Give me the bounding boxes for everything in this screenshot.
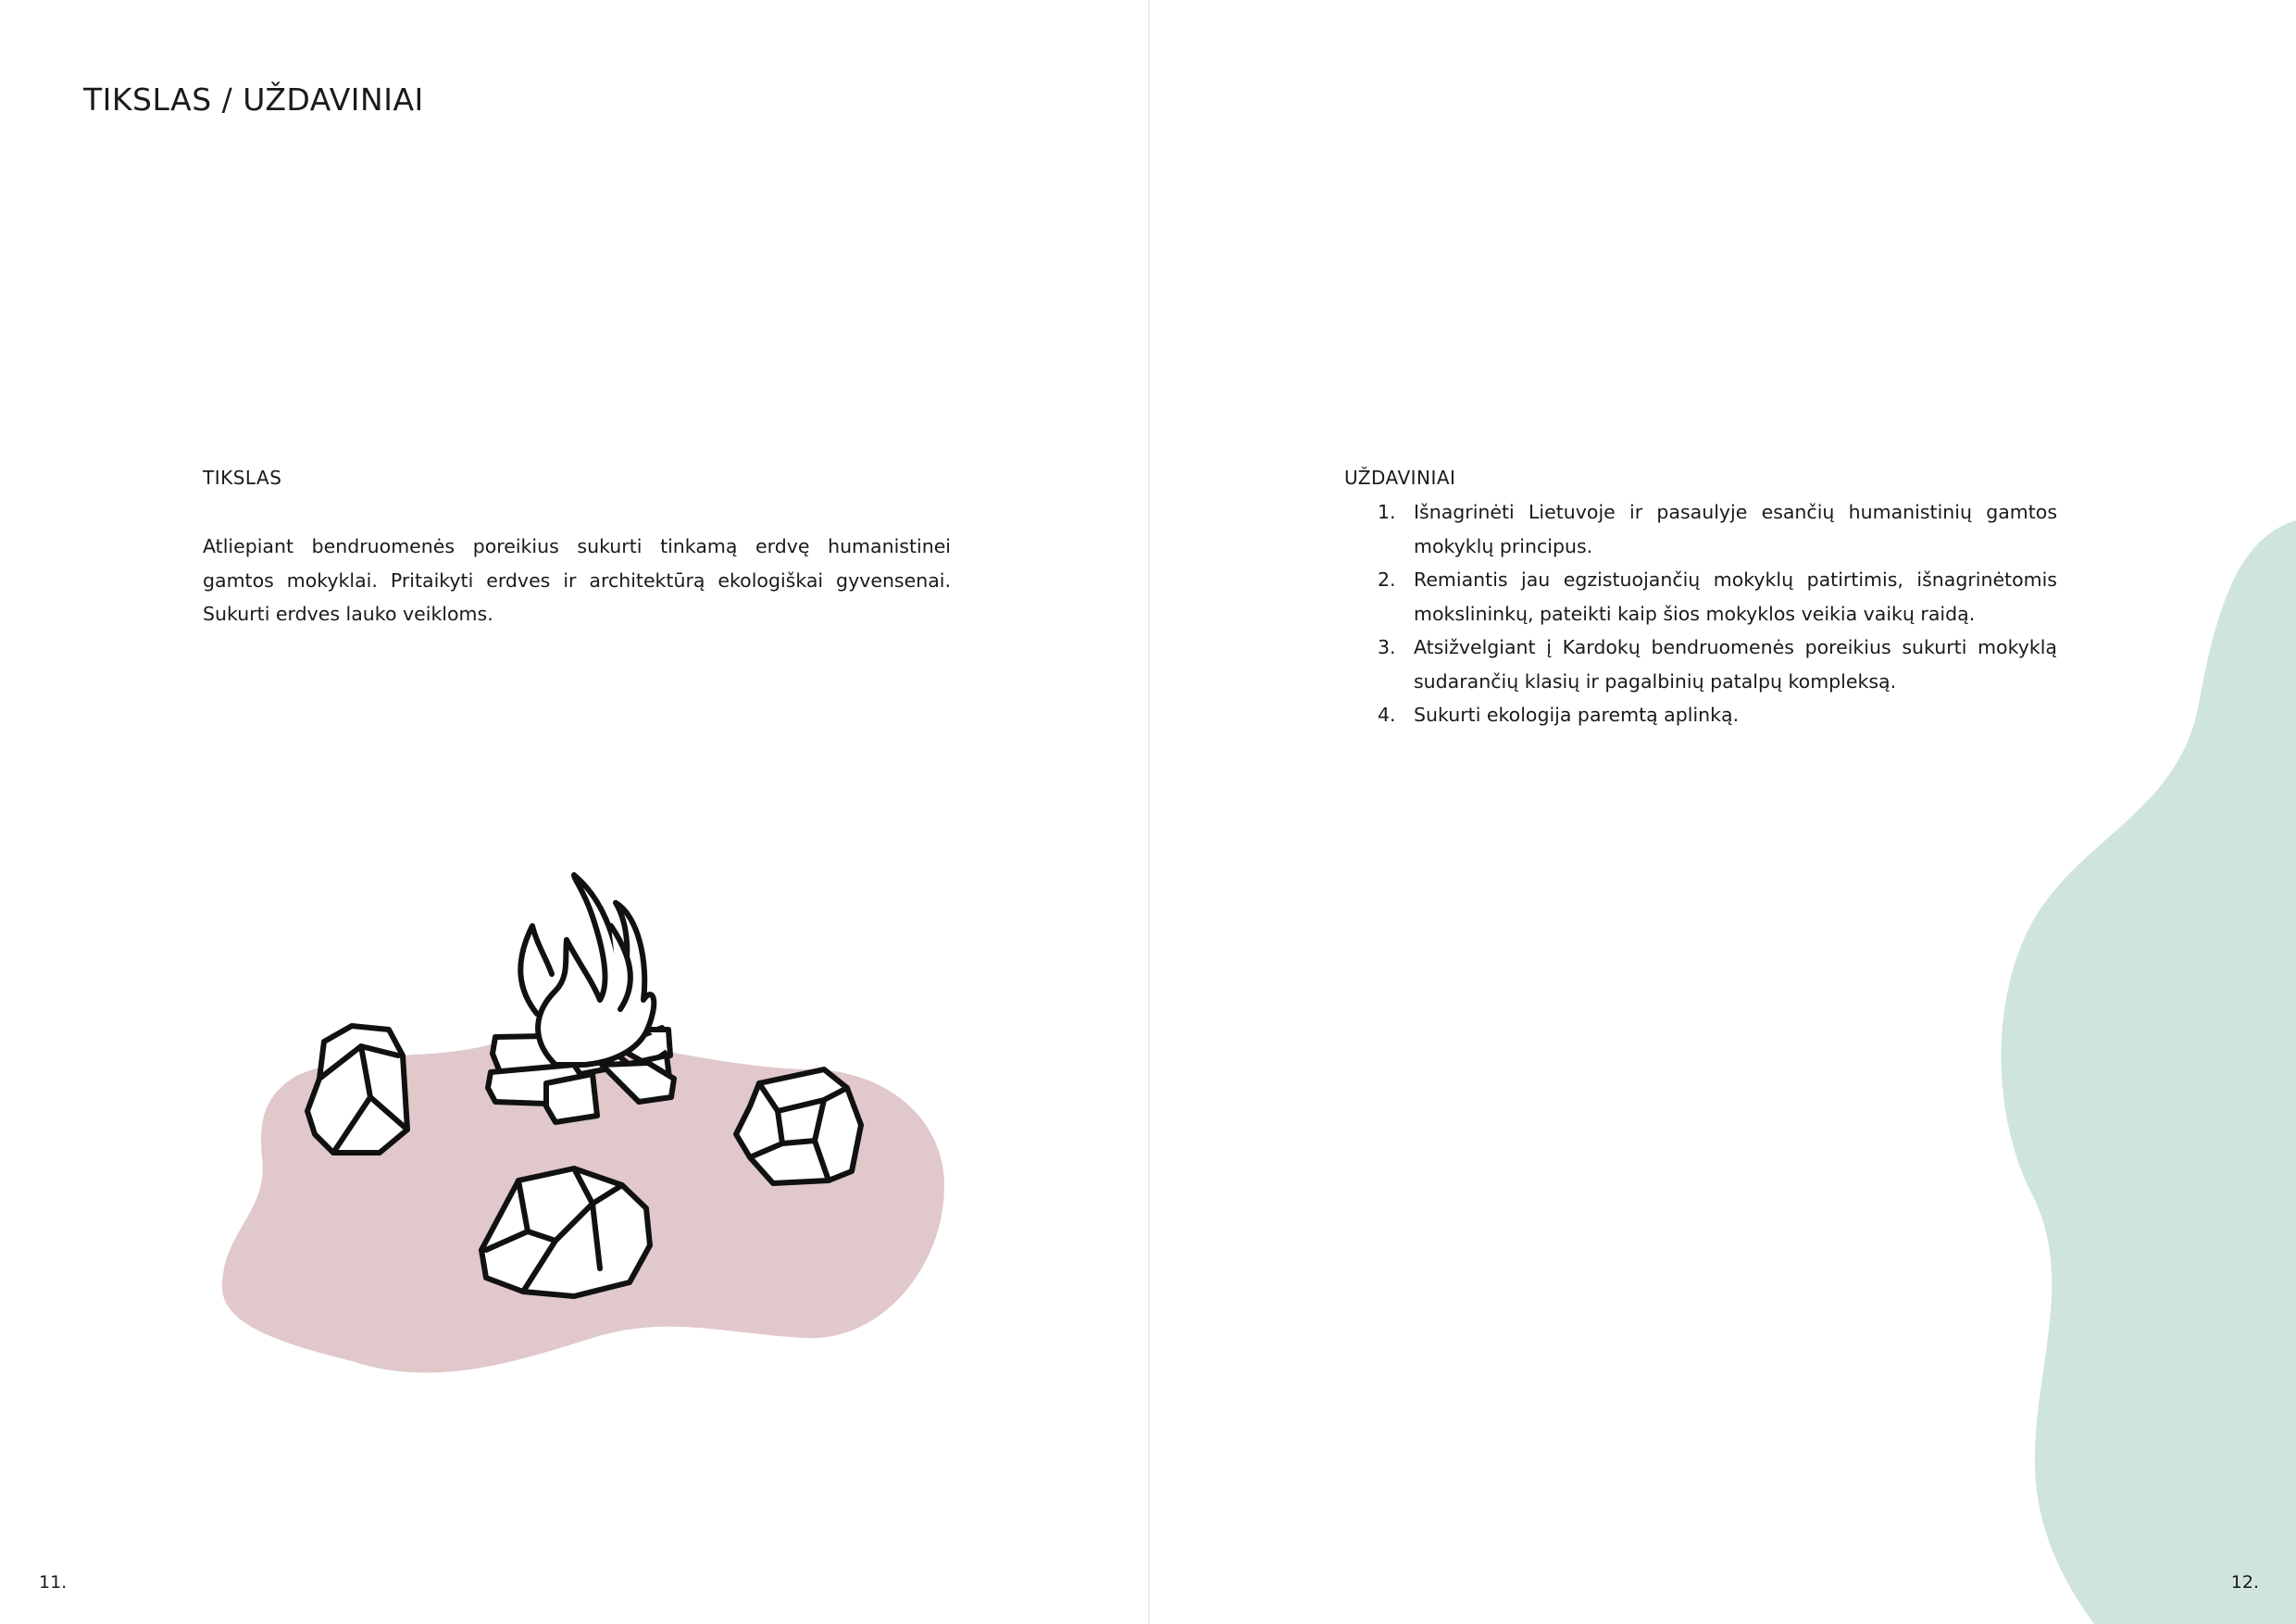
tasks-heading: UŽDAVINIAI [1344,467,1456,489]
task-number: 2. [1378,568,1396,591]
task-number: 4. [1378,704,1396,726]
fire-flames-icon [520,875,654,1065]
task-item [1344,631,2057,698]
page-divider [1148,0,1150,1624]
task-text: Išnagrinėti Lietuvoje ir pasaulyje esančių humanistinių gamtos mokyklų principus. [1414,501,2057,557]
task-item [1344,563,2057,631]
page-title: TIKSLAS / UŽDAVINIAI [83,81,424,118]
tasks-list [1344,495,2057,732]
goal-heading: TIKSLAS [203,467,282,489]
task-item [1344,698,2057,732]
goal-text: Atliepiant bendruomenės poreikius sukurti tinkamą erdvę humanistinei gamtos mokyklai. Pritaikyti erdves ir architektūrą ekologiškai gyvensenai. Sukurti erdves lauko veikloms. [203,535,951,625]
task-number: 1. [1378,501,1396,523]
page-number-right: 12. [2230,1572,2259,1593]
task-number: 3. [1378,636,1396,658]
task-text: Sukurti ekologija paremtą aplinką. [1414,704,1740,726]
task-item [1344,495,2057,563]
task-text: Remiantis jau egzistuojančių mokyklų patirtimis, išnagrinėtomis mokslininkų, pateikti kaip šios mokyklos veikia vaikų raidą. [1414,568,2057,625]
page-number-left: 11. [39,1572,68,1593]
task-text: Atsižvelgiant į Kardokų bendruomenės poreikius sukurti mokyklą sudarančių klasių ir pagalbinių patalpų kompleksą. [1414,636,2057,693]
stone-left-icon [307,1026,407,1153]
